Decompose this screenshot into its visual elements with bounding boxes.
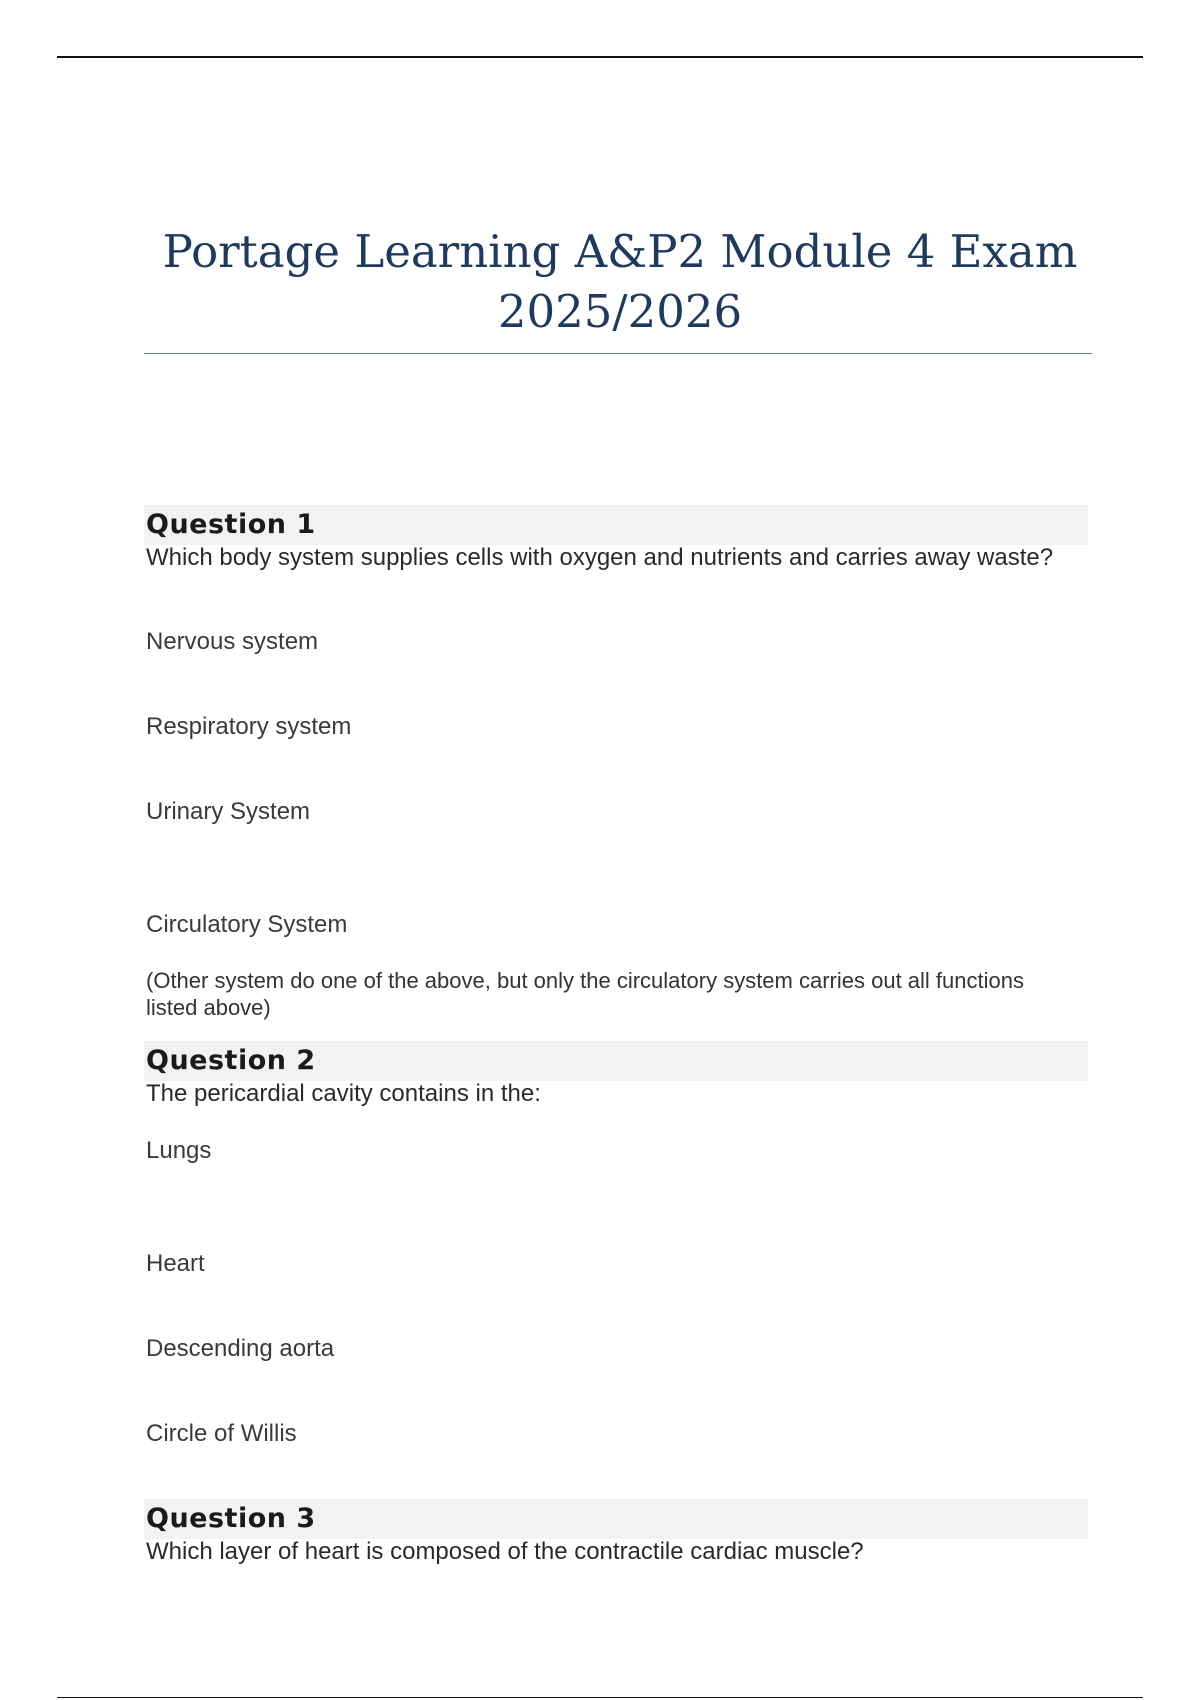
question-1-option-4[interactable]: Circulatory System: [146, 911, 348, 938]
bottom-rule: [57, 1697, 1143, 1698]
title-underline: [144, 353, 1092, 354]
question-2-option-3[interactable]: Descending aorta: [146, 1335, 335, 1362]
question-2-prompt: The pericardial cavity contains in the:: [146, 1080, 541, 1107]
question-3-label: Question 3: [146, 1503, 316, 1534]
question-1-option-2[interactable]: Respiratory system: [146, 713, 352, 740]
title-line-2: 2025/2026: [497, 285, 743, 338]
question-1-note: (Other system do one of the above, but only the circulatory system carries out all functions listed above): [146, 968, 1024, 1020]
question-3-prompt: Which layer of heart is composed of the contractile cardiac muscle?: [146, 1538, 864, 1565]
question-2-option-4[interactable]: Circle of Willis: [146, 1420, 297, 1447]
title-line-1: Portage Learning A&P2 Module 4 Exam: [162, 225, 1078, 278]
question-1-label: Question 1: [146, 509, 316, 540]
question-2-label: Question 2: [146, 1045, 316, 1076]
question-2-option-1[interactable]: Lungs: [146, 1137, 212, 1164]
question-2-option-2[interactable]: Heart: [146, 1250, 205, 1277]
question-1-prompt: Which body system supplies cells with oxygen and nutrients and carries away waste?: [146, 544, 1054, 571]
question-1-option-3[interactable]: Urinary System: [146, 798, 311, 825]
question-1-option-1[interactable]: Nervous system: [146, 628, 319, 655]
document-title: [145, 222, 1095, 342]
top-rule: [57, 56, 1143, 58]
